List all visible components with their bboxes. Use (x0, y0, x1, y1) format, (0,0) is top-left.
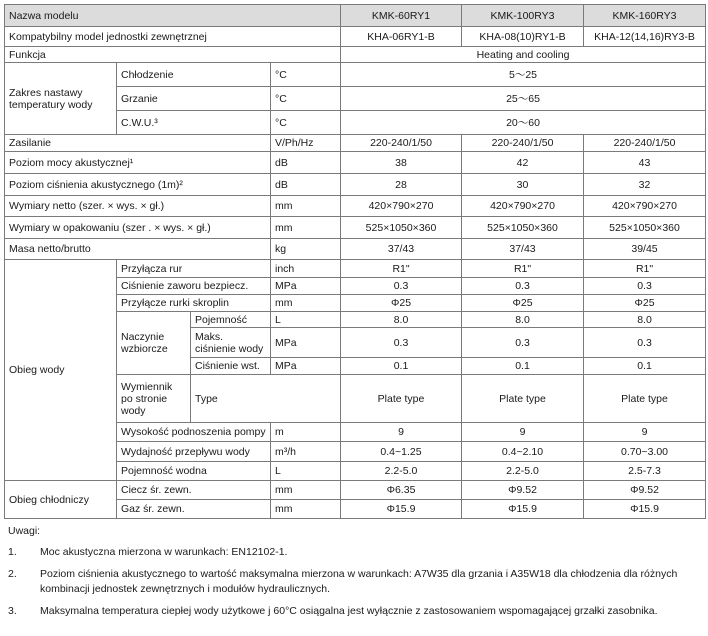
row-label: Kompatybilny model jednostki zewnętrznej (5, 27, 341, 47)
unit-cell: MPa (271, 278, 341, 295)
cell-value: 0.70~3.00 (584, 442, 706, 462)
table-row (5, 217, 706, 239)
table-row (5, 196, 706, 217)
row-label: Poziom mocy akustycznej¹ (5, 152, 271, 174)
unit-cell: dB (271, 152, 341, 174)
cell-value: 32 (584, 174, 706, 196)
group-label: Obieg wody (5, 260, 117, 481)
table-row (5, 47, 706, 63)
cell-value: 220-240/1/50 (341, 135, 462, 152)
row-label: Masa netto/brutto (5, 239, 271, 260)
cell-value: 2.2-5.0 (462, 462, 584, 481)
row-label: Pojemność wodna (117, 462, 271, 481)
cell-value: Φ6.35 (341, 481, 462, 500)
cell-value: 0.1 (462, 358, 584, 375)
table-row (5, 152, 706, 174)
cell-value: 0.1 (341, 358, 462, 375)
unit-cell: mm (271, 500, 341, 519)
row-label: Maks. ciśnienie wody (191, 328, 271, 358)
cell-value: Φ15.9 (341, 500, 462, 519)
cell-value: Plate type (584, 375, 706, 423)
cell-value: 20～60 (341, 111, 706, 135)
note-item (8, 604, 704, 619)
group-label: Zakres nastawy temperatury wody (5, 63, 117, 135)
cell-value: 0.3 (341, 278, 462, 295)
cell-value: Φ9.52 (462, 481, 584, 500)
cell-value: 8.0 (341, 312, 462, 328)
cell-value: 37/43 (462, 239, 584, 260)
cell-value: 0.4~1.25 (341, 442, 462, 462)
cell-value: R1" (462, 260, 584, 278)
note-item (8, 567, 704, 597)
cell-value: Φ9.52 (584, 481, 706, 500)
header-row (5, 5, 706, 27)
notes-title: Uwagi: (8, 525, 41, 537)
row-label: Przyłącze rurki skroplin (117, 295, 271, 312)
cell-value: Φ25 (584, 295, 706, 312)
cell-value: 8.0 (462, 312, 584, 328)
unit-cell: MPa (271, 328, 341, 358)
row-label: Wymiary w opakowaniu (szer . × wys. × gł.) (5, 217, 271, 239)
row-label: Zasilanie (5, 135, 271, 152)
cell-value: Φ25 (341, 295, 462, 312)
cell-value: 525×1050×360 (462, 217, 584, 239)
table-row (5, 260, 706, 278)
row-label: Gaz śr. zewn. (117, 500, 271, 519)
unit-cell: °C (271, 87, 341, 111)
cell-value: 420×790×270 (584, 196, 706, 217)
cell-value: 42 (462, 152, 584, 174)
row-label: Ciśnienie wst. (191, 358, 271, 375)
row-label: Wysokość podnoszenia pompy (117, 423, 271, 442)
cell-value: 9 (584, 423, 706, 442)
row-label: Wymiary netto (szer. × wys. × gł.) (5, 196, 271, 217)
cell-value: 525×1050×360 (584, 217, 706, 239)
cell-value: 2.2-5.0 (341, 462, 462, 481)
unit-cell: °C (271, 111, 341, 135)
cell-value: 0.3 (584, 328, 706, 358)
row-label: Wymiennik po stronie wody (117, 375, 191, 423)
cell-value: 30 (462, 174, 584, 196)
table-row (5, 239, 706, 260)
row-label: Ciśnienie zaworu bezpiecz. (117, 278, 271, 295)
unit-cell: m³/h (271, 442, 341, 462)
cell-value: 420×790×270 (462, 196, 584, 217)
cell-value: 0.3 (462, 328, 584, 358)
unit-cell: mm (271, 295, 341, 312)
row-label: Pojemność (191, 312, 271, 328)
row-label: Przyłącza rur (117, 260, 271, 278)
note-text: Moc akustyczna mierzona w warunkach: EN12102-1. (40, 546, 288, 558)
table-row (5, 135, 706, 152)
row-label: Ciecz śr. zewn. (117, 481, 271, 500)
unit-cell: m (271, 423, 341, 442)
cell-value: 39/45 (584, 239, 706, 260)
cell-value: 0.1 (584, 358, 706, 375)
unit-cell: dB (271, 174, 341, 196)
cell-value: Plate type (462, 375, 584, 423)
cell-value: 28 (341, 174, 462, 196)
note-text: Poziom ciśnienia akustycznego to wartość maksymalna mierzona w warunkach: A7W35 dla grzania i A35W18 dla chłodzenia dla różnych kombinacji jednostek zewnętrznych i modułów hydraulicznych. (40, 568, 678, 595)
cell-value: 0.3 (584, 278, 706, 295)
note-item (8, 545, 704, 560)
unit-cell: inch (271, 260, 341, 278)
model-col-1: KMK-60RY1 (341, 5, 462, 27)
cell-value: R1" (341, 260, 462, 278)
note-text: Maksymalna temperatura ciepłej wody użytkowe j 60°C osiągalna jest wyłącznie z zastosowaniem wspomagającej grzałki zasobnika. (40, 605, 658, 617)
unit-cell: V/Ph/Hz (271, 135, 341, 152)
cell-value: 0.3 (462, 278, 584, 295)
row-label: Funkcja (5, 47, 341, 63)
table-row (5, 63, 706, 87)
row-label: C.W.U.³ (117, 111, 271, 135)
cell-value: 5～25 (341, 63, 706, 87)
cell-value: 8.0 (584, 312, 706, 328)
row-sublabel: Type (191, 375, 341, 423)
note-number: 3. (8, 605, 17, 617)
cell-value: Φ15.9 (584, 500, 706, 519)
row-label: Chłodzenie (117, 63, 271, 87)
row-label: Grzanie (117, 87, 271, 111)
spec-table (4, 4, 706, 519)
cell-value: 220-240/1/50 (462, 135, 584, 152)
group-label: Naczynie wzbiorcze (117, 312, 191, 375)
row-label: Wydajność przepływu wody (117, 442, 271, 462)
cell-value: 9 (341, 423, 462, 442)
cell-value: KHA-06RY1-B (341, 27, 462, 47)
cell-value: 38 (341, 152, 462, 174)
unit-cell: kg (271, 239, 341, 260)
table-row (5, 27, 706, 47)
unit-cell: L (271, 312, 341, 328)
cell-value: 2.5-7.3 (584, 462, 706, 481)
unit-cell: mm (271, 481, 341, 500)
cell-value: 0.4~2.10 (462, 442, 584, 462)
unit-cell: mm (271, 196, 341, 217)
model-col-2: KMK-100RY3 (462, 5, 584, 27)
cell-value: Heating and cooling (341, 47, 706, 63)
cell-value: Φ25 (462, 295, 584, 312)
unit-cell: MPa (271, 358, 341, 375)
model-col-3: KMK-160RY3 (584, 5, 706, 27)
cell-value: 525×1050×360 (341, 217, 462, 239)
row-label: Poziom ciśnienia akustycznego (1m)² (5, 174, 271, 196)
unit-cell: mm (271, 217, 341, 239)
cell-value: 220-240/1/50 (584, 135, 706, 152)
group-label: Obieg chłodniczy (5, 481, 117, 519)
cell-value: 9 (462, 423, 584, 442)
cell-value: 25～65 (341, 87, 706, 111)
cell-value: 0.3 (341, 328, 462, 358)
note-number: 2. (8, 568, 17, 580)
cell-value: Φ15.9 (462, 500, 584, 519)
cell-value: R1" (584, 260, 706, 278)
cell-value: Plate type (341, 375, 462, 423)
cell-value: 420×790×270 (341, 196, 462, 217)
model-name-label: Nazwa modelu (5, 5, 341, 27)
notes-section (8, 524, 704, 626)
cell-value: KHA-08(10)RY1-B (462, 27, 584, 47)
unit-cell: L (271, 462, 341, 481)
cell-value: 37/43 (341, 239, 462, 260)
table-row (5, 481, 706, 500)
table-row (5, 174, 706, 196)
note-number: 1. (8, 546, 17, 558)
cell-value: 43 (584, 152, 706, 174)
cell-value: KHA-12(14,16)RY3-B (584, 27, 706, 47)
unit-cell: °C (271, 63, 341, 87)
